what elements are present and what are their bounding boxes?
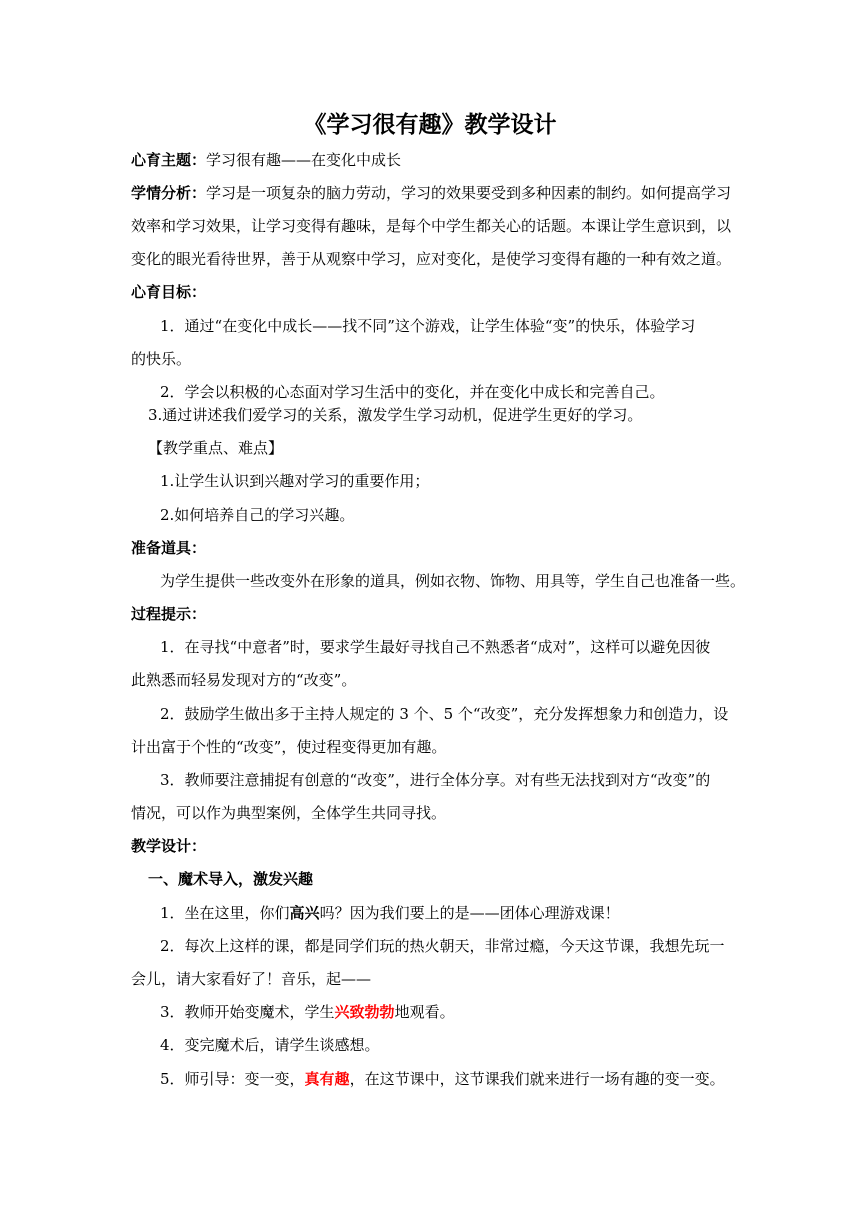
emphasis-red: 兴致勃勃	[334, 1003, 395, 1021]
design-step-4: 4．变完魔术后，请学生谈感想。	[160, 1036, 380, 1054]
goal-1-line-2: 的快乐。	[131, 350, 192, 368]
process-3-line-2: 情况，可以作为典型案例，全体学生共同寻找。	[131, 804, 447, 822]
process-2-line-2: 计出富于个性的“改变”，使过程变得更加有趣。	[131, 738, 447, 756]
goal-1-line-1: 1．通过“在变化中成长——找不同”这个游戏，让学生体验“变”的快乐，体验学习	[160, 317, 696, 335]
design-step-2-line-2: 会儿，请大家看好了！音乐，起——	[131, 970, 372, 988]
design-step-5: 5．师引导：变一变，真有趣，在这节课中，这节课我们就来进行一场有趣的变一变。	[160, 1070, 725, 1088]
process-3-line-1: 3．教师要注意捕捉有创意的“改变”，进行全体分享。对有些无法找到对方“改变”的	[160, 771, 711, 789]
theme-label: 心育主题：	[131, 151, 207, 169]
analysis-line-1: 学情分析：学习是一项复杂的脑力劳动，学习的效果要受到多种因素的制约。如何提高学习	[131, 184, 732, 202]
theme-text: 学习很有趣——在变化中成长	[206, 151, 402, 169]
emphasis-bold: 高兴	[289, 904, 320, 922]
props-label: 准备道具：	[131, 539, 207, 557]
keypoint-2: 2.如何培养自己的学习兴趣。	[160, 506, 355, 524]
keypoint-1: 1.让学生认识到兴趣对学习的重要作用；	[160, 472, 430, 490]
props-text: 为学生提供一些改变外在形象的道具，例如衣物、饰物、用具等，学生自己也准备一些。	[160, 572, 746, 590]
process-1-line-2: 此熟悉而轻易发现对方的“改变”。	[131, 671, 357, 689]
theme-line	[131, 150, 731, 170]
design-step-2-line-1: 2．每次上这样的课，都是同学们玩的热火朝天，非常过瘾，今天这节课，我想先玩一	[160, 937, 725, 955]
analysis-line-3: 变化的眼光看待世界，善于从观察中学习，应对变化，是使学习变得有趣的一种有效之道。	[131, 250, 732, 268]
keypoints-heading: 【教学重点、难点】	[148, 439, 284, 457]
goals-label: 心育目标：	[131, 283, 207, 301]
section-1-heading: 一、魔术导入，激发兴趣	[148, 870, 314, 888]
goal-3: 3.通过讲述我们爱学习的关系，激发学生学习动机，促进学生更好的学习。	[148, 406, 643, 424]
analysis-label: 学情分析：	[131, 184, 207, 202]
document-title: 《学习很有趣》教学设计	[303, 112, 557, 138]
design-step-1: 1．坐在这里，你们高兴吗？因为我们要上的是——团体心理游戏课！	[160, 904, 620, 922]
analysis-line-2: 效率和学习效果，让学习变得有趣味，是每个中学生都关心的话题。本课让学生意识到，以	[131, 217, 732, 235]
process-1-line-1: 1．在寻找“中意者”时，要求学生最好寻找自己不熟悉者“成对”，这样可以避免因彼	[160, 638, 711, 656]
emphasis-red: 真有趣	[304, 1070, 350, 1088]
process-label: 过程提示：	[131, 605, 207, 623]
design-step-3: 3．教师开始变魔术，学生兴致勃勃地观看。	[160, 1003, 455, 1021]
design-label: 教学设计：	[131, 837, 207, 855]
process-2-line-1: 2．鼓励学生做出多于主持人规定的 3 个、5 个“改变”，充分发挥想象力和创造力，设	[160, 705, 729, 723]
goal-2: 2．学会以积极的心态面对学习生活中的变化，并在变化中成长和完善自己。	[160, 383, 665, 401]
